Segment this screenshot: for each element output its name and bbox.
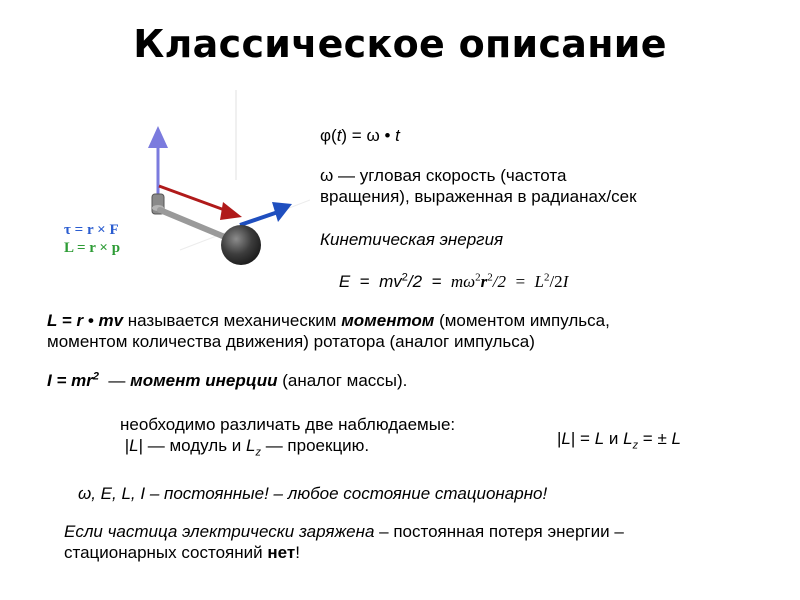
- kinetic-energy-formula: [320, 250, 568, 313]
- subscript: z: [632, 439, 639, 452]
- momentum-text: называется механическим: [123, 311, 342, 330]
- angular-momentum-formula: L = r × p: [64, 240, 121, 256]
- radius-arrow-head: [220, 202, 242, 220]
- L-symbol: L: [129, 436, 139, 455]
- L-symbol: L: [561, 429, 571, 448]
- inertia-formula: I = mr: [47, 371, 93, 390]
- momentum-text-line2: моментом количества движения) ротатора (аналог импульса): [47, 332, 535, 351]
- observables-line: необходимо различать две наблюдаемые:: [120, 415, 456, 434]
- charged-italic: Если частица электрически заряжена: [64, 522, 375, 541]
- phase-formula-t: t: [336, 126, 342, 145]
- exponent: 2: [401, 271, 408, 284]
- constants-statement: ω, E, L, I – постоянные! – любое состояние стационарно!: [78, 484, 548, 503]
- axis-arrow-head: [148, 126, 168, 148]
- momentum-formula: L = r • mv: [47, 311, 124, 330]
- velocity-arrow-shaft: [240, 212, 278, 225]
- observables-line: [120, 435, 455, 459]
- phase-formula-t: t: [395, 126, 400, 145]
- radius-arrow-shaft: [159, 186, 230, 212]
- formula-part: r: [480, 272, 488, 291]
- phase-formula-part: ) = ω •: [341, 126, 396, 145]
- formula-part: I: [562, 272, 569, 291]
- charged-particle-note: [64, 521, 624, 563]
- text-part: |: [120, 436, 130, 455]
- inertia-dash: —: [98, 371, 131, 390]
- text-part: |: [557, 429, 562, 448]
- momentum-text: (моментом импульса,: [434, 311, 610, 330]
- inertia-text: (аналог массы).: [277, 371, 408, 390]
- text-part: и: [604, 429, 624, 448]
- formula-part: /2 =: [492, 272, 535, 291]
- exponent: 2: [487, 271, 493, 284]
- torque-formula: τ = r × F: [64, 222, 119, 238]
- L-symbol: L: [594, 429, 605, 448]
- relation-formula: [557, 428, 681, 452]
- momentum-paragraph: [47, 310, 610, 352]
- momentum-term: моментом: [341, 311, 435, 330]
- omega-definition-line: ω — угловая скорость (частота: [320, 166, 567, 185]
- charged-bold: нет: [267, 543, 296, 562]
- inertia-paragraph: [47, 370, 407, 391]
- charged-text: – постоянная потеря энергии –: [374, 522, 624, 541]
- phase-formula: [320, 125, 400, 146]
- omega-definition: [320, 165, 637, 207]
- text-part: | — модуль и: [138, 436, 247, 455]
- kinetic-energy: [320, 229, 568, 313]
- formula-part: mω: [450, 272, 476, 291]
- kinetic-energy-label: Кинетическая энергия: [320, 230, 504, 249]
- velocity-arrow-head: [272, 202, 292, 222]
- subscript: z: [255, 446, 261, 459]
- text-part: — проекцию.: [260, 436, 370, 455]
- formula-part: L: [534, 272, 544, 291]
- formula-part: mv: [379, 272, 402, 291]
- text-part: | =: [570, 429, 595, 448]
- charged-text: стационарных состояний: [64, 543, 268, 562]
- L-symbol: L: [623, 429, 633, 448]
- text-part: = ±: [638, 429, 672, 448]
- formula-part: /2 =: [407, 272, 451, 291]
- exponent: 2: [543, 271, 550, 284]
- ball: [221, 225, 261, 265]
- inertia-term: момент инерции: [130, 371, 278, 390]
- exponent: 2: [92, 370, 99, 383]
- exponent: 2: [475, 271, 481, 284]
- rotator-figure: [60, 90, 310, 290]
- phase-formula-part: φ(: [320, 126, 337, 145]
- charged-text: !: [295, 543, 300, 562]
- observables-note: [120, 414, 456, 459]
- energy-symbol: E: [338, 272, 351, 291]
- page-title: Классическое описание: [133, 22, 667, 66]
- formula-part: /2: [549, 272, 563, 291]
- L-symbol: L: [671, 429, 681, 448]
- L-symbol: L: [246, 436, 256, 455]
- formula-part: =: [350, 272, 380, 291]
- omega-definition-line: вращения), выраженная в радианах/сек: [320, 187, 637, 206]
